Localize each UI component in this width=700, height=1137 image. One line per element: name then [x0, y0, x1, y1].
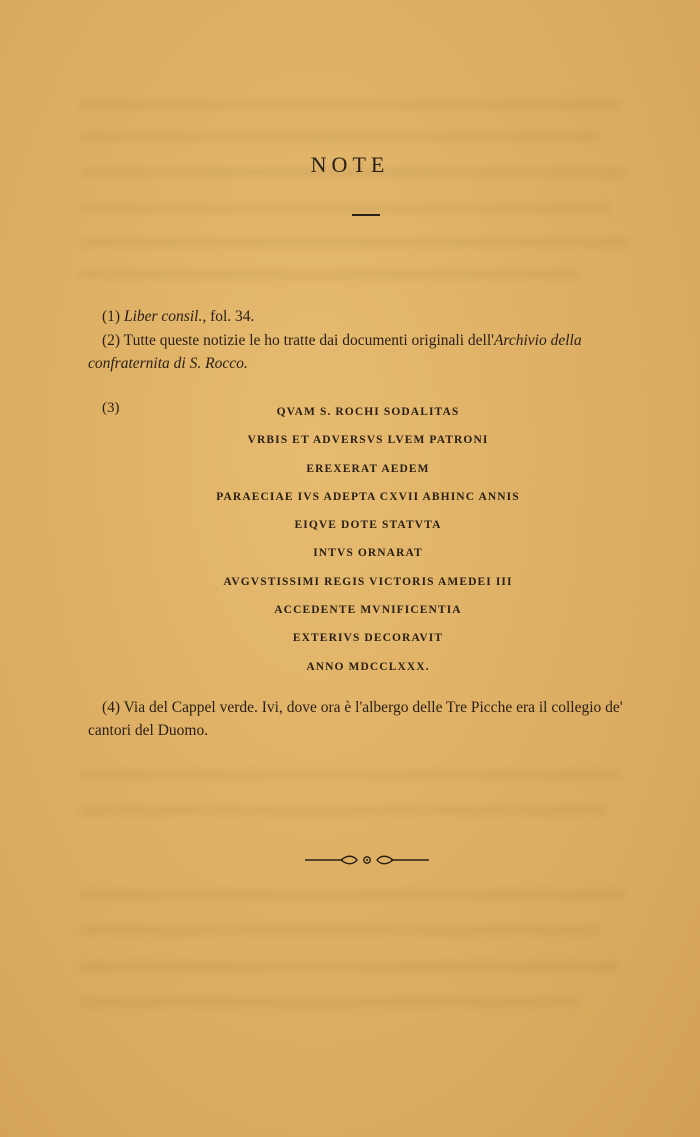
bleed-through-line — [80, 926, 600, 935]
page-title: NOTE — [310, 152, 390, 177]
inscription-line: EIQVE DOTE STATVTA — [294, 519, 442, 532]
inscription-line: VRBIS ET ADVERSVS LVEM PATRONI — [247, 434, 489, 447]
inscription-line: ANNO MDCCLXXX. — [306, 660, 430, 673]
bleed-through-line — [80, 132, 600, 141]
bleed-through-line — [80, 806, 605, 815]
note-text: Via del Cappel verde. Ivi, dove ora è l'albergo delle Tre Picche era il collegio de' cantori del Duomo. — [88, 699, 623, 739]
bleed-through-line — [80, 270, 580, 279]
bleed-through-line — [80, 998, 580, 1007]
note-text: Tutte queste notizie le ho tratte dai documenti originali dell' — [120, 332, 494, 349]
inscription-line: EREXERAT AEDEM — [306, 462, 430, 475]
inscription-line: QVAM S. ROCHI SODALITAS — [276, 406, 460, 418]
bleed-through-line — [80, 890, 625, 899]
title-rule — [352, 214, 380, 216]
bleed-through-line — [80, 770, 620, 779]
note-1 — [102, 305, 662, 328]
note-number: (3) — [102, 400, 120, 416]
bleed-through-line — [80, 100, 620, 109]
bleed-through-line — [80, 204, 610, 213]
inscription-line: PARAECIAE IVS ADEPTA CXVII ABHINC ANNIS — [216, 490, 520, 503]
tailpiece-ornament-icon — [305, 852, 429, 868]
note-italic: Archivio della confraternita di S. Rocco. — [88, 332, 582, 372]
note-2 — [88, 329, 648, 375]
bleed-through-line — [80, 238, 628, 247]
note-3-inscription — [88, 398, 648, 681]
note-number: (1) — [102, 308, 121, 325]
inscription-line: ACCEDENTE MVNIFICENTIA — [274, 604, 462, 617]
note-number: (2) — [102, 332, 121, 349]
note-number: (4) — [102, 699, 121, 716]
bleed-through-line — [80, 962, 620, 971]
note-4 — [88, 696, 648, 742]
inscription-line: AVGVSTISSIMI REGIS VICTORIS AMEDEI III — [223, 575, 513, 588]
note-text: fol. 34. — [206, 308, 255, 325]
note-italic: Liber consil., — [123, 308, 207, 325]
inscription-line: INTVS ORNARAT — [313, 547, 423, 560]
inscription-line: EXTERIVS DECORAVIT — [292, 632, 444, 645]
